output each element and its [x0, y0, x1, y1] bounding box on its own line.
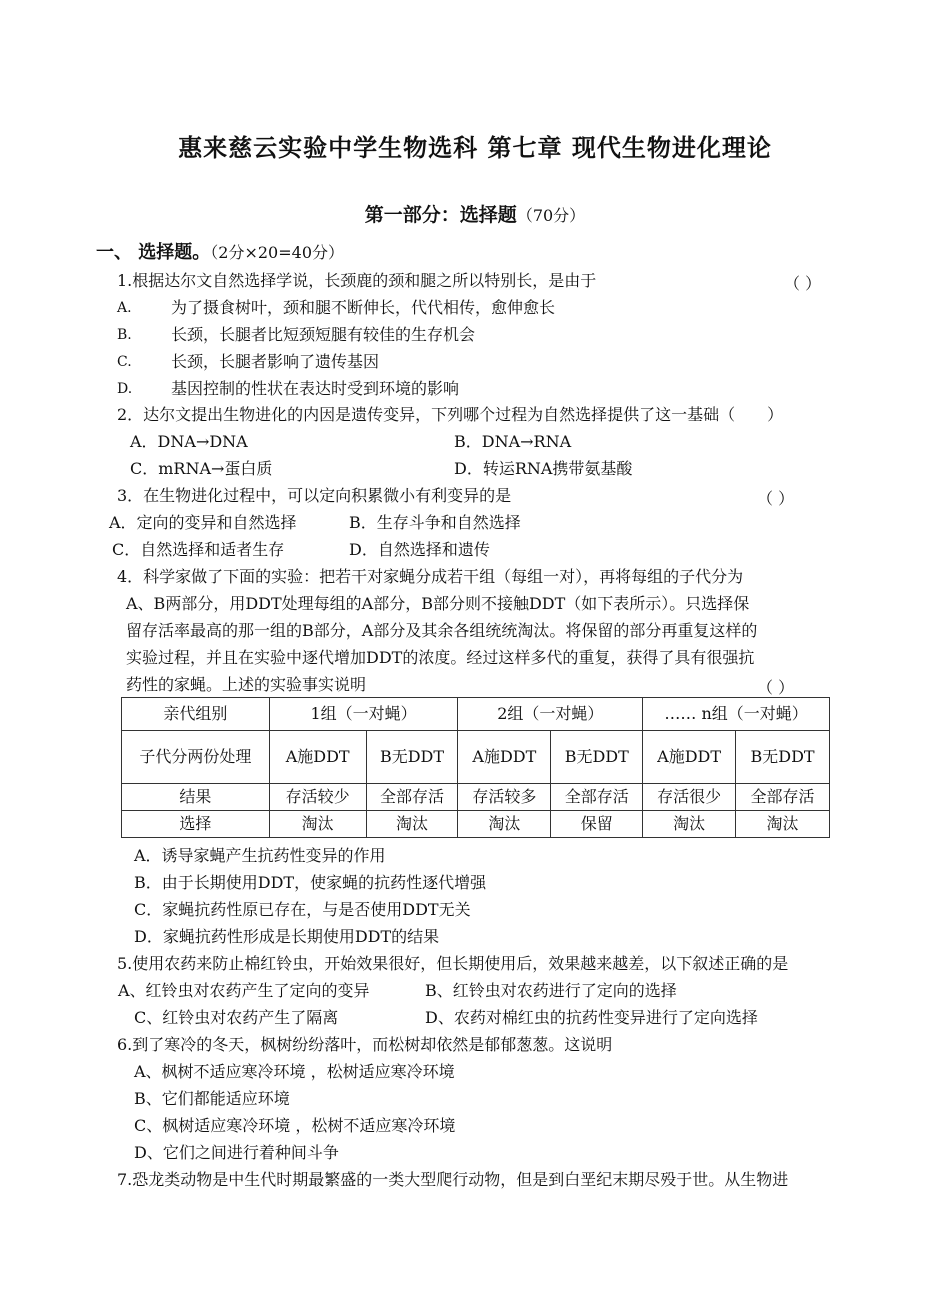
- table-cell: 淘汰: [458, 811, 551, 838]
- q4-option-c: C．家蝇抗药性原已存在，与是否使用DDT无关: [134, 900, 471, 919]
- q5-option-c: C、红铃虫对农药产生了隔离: [134, 1008, 339, 1027]
- q4-stem-line: 药性的家蝇。上述的实验事实说明: [126, 675, 367, 694]
- q1-stem: 1.根据达尔文自然选择学说，长颈鹿的颈和腿之所以特别长，是由于: [117, 271, 597, 290]
- q5-option-d: D、农药对棉红虫的抗药性变异进行了定向选择: [425, 1008, 758, 1027]
- q1-option-c: 长颈，长腿者影响了遗传基因: [171, 352, 380, 371]
- q2-option-b: B．DNA→RNA: [454, 432, 572, 451]
- q4-stem-line: 留存活率最高的那一组的B部分，A部分及其余各组统统淘汰。将保留的部分再重复这样的: [126, 621, 758, 640]
- table-row: [122, 811, 830, 838]
- table-cell: 全部存活: [736, 784, 830, 811]
- table-cell: 淘汰: [736, 811, 830, 838]
- section-heading: [96, 243, 344, 263]
- table-cell: 选择: [122, 811, 270, 838]
- q4-stem-line: 4．科学家做了下面的实验：把若干对家蝇分成若干组（每组一对），再将每组的子代分为: [117, 567, 744, 586]
- table-row: [122, 784, 830, 811]
- q1-option-letter: C.: [117, 354, 132, 370]
- q6-stem: 6.到了寒冷的冬天，枫树纷纷落叶，而松树却依然是郁郁葱葱。这说明: [117, 1035, 613, 1054]
- experiment-table: [121, 697, 830, 838]
- q6-option-b: B、它们都能适应环境: [134, 1089, 290, 1108]
- page-title: 惠来慈云实验中学生物选科 第七章 现代生物进化理论: [178, 133, 772, 162]
- table-cell: 淘汰: [643, 811, 736, 838]
- q3-answer-paren: （ ）: [757, 489, 795, 508]
- q1-option-a: 为了摄食树叶，颈和腿不断伸长，代代相传，愈伸愈长: [171, 298, 556, 317]
- table-cell: 淘汰: [366, 811, 458, 838]
- table-header-row: [122, 698, 830, 731]
- q3-stem: 3．在生物进化过程中，可以定向积累微小有利变异的是: [117, 486, 512, 505]
- q7-stem: 7.恐龙类动物是中生代时期最繁盛的一类大型爬行动物，但是到白垩纪末期尽殁于世。从生物进: [117, 1170, 789, 1189]
- q6-option-a: A、枫树不适应寒冷环境 ，松树适应寒冷环境: [134, 1062, 455, 1081]
- table-cell: 淘汰: [269, 811, 366, 838]
- q1-answer-paren: （ ）: [784, 274, 822, 293]
- table-cell: A施DDT: [643, 731, 736, 784]
- table-cell: 子代分两份处理: [122, 731, 270, 784]
- q5-stem: 5.使用农药来防止棉红铃虫，开始效果很好，但长期使用后，效果越来越差，以下叙述正确的是: [117, 954, 789, 973]
- table-cell: 2组（一对蝇）: [458, 698, 643, 731]
- table-row: [122, 731, 830, 784]
- q4-stem-line: A、B两部分，用DDT处理每组的A部分，B部分则不接触DDT（如下表所示）。只选择保: [126, 594, 750, 613]
- table-cell: 保留: [551, 811, 643, 838]
- q4-option-b: B．由于长期使用DDT，使家蝇的抗药性逐代增强: [134, 873, 487, 892]
- section-points: （2分×20=40分）: [210, 243, 344, 262]
- q3-option-b: B．生存斗争和自然选择: [349, 513, 521, 532]
- q5-option-b: B、红铃虫对农药进行了定向的选择: [425, 981, 677, 1000]
- table-cell: 存活较多: [458, 784, 551, 811]
- table-cell: 亲代组别: [122, 698, 270, 731]
- q6-option-d: D、它们之间进行着种间斗争: [134, 1143, 339, 1162]
- table-cell: 全部存活: [366, 784, 458, 811]
- part-points: （70分）: [516, 206, 586, 225]
- q1-option-b: 长颈，长腿者比短颈短腿有较佳的生存机会: [171, 325, 476, 344]
- table-cell: 存活较少: [269, 784, 366, 811]
- table-cell: A施DDT: [269, 731, 366, 784]
- q2-stem: 2．达尔文提出生物进化的内因是遗传变异，下列哪个过程为自然选择提供了这一基础（ ）: [117, 405, 784, 424]
- table-cell: A施DDT: [458, 731, 551, 784]
- table-cell: 1组（一对蝇）: [269, 698, 458, 731]
- q1-option-letter: B.: [117, 327, 132, 343]
- q4-answer-paren: （ ）: [757, 678, 795, 697]
- q3-option-d: D．自然选择和遗传: [349, 540, 490, 559]
- q4-stem-line: 实验过程，并且在实验中逐代增加DDT的浓度。经过这样多代的重复，获得了具有很强抗: [126, 648, 755, 667]
- table-cell: …… n组（一对蝇）: [643, 698, 830, 731]
- q1-option-d: 基因控制的性状在表达时受到环境的影响: [171, 379, 460, 398]
- part-heading: [0, 200, 950, 227]
- q4-option-d: D．家蝇抗药性形成是长期使用DDT的结果: [134, 927, 440, 946]
- q5-option-a: A、红铃虫对农药产生了定向的变异: [118, 981, 370, 1000]
- q2-option-d: D．转运RNA携带氨基酸: [454, 459, 633, 478]
- table-cell: B无DDT: [366, 731, 458, 784]
- q1-option-letter: A.: [117, 300, 132, 316]
- q4-option-a: A．诱导家蝇产生抗药性变异的作用: [134, 846, 386, 865]
- q1-option-letter: D.: [117, 381, 133, 397]
- table-cell: B无DDT: [736, 731, 830, 784]
- table-cell: 结果: [122, 784, 270, 811]
- table-cell: 全部存活: [551, 784, 643, 811]
- table-cell: B无DDT: [551, 731, 643, 784]
- part-label: 第一部分：选择题: [364, 204, 517, 226]
- q3-option-c: C．自然选择和适者生存: [112, 540, 285, 559]
- table-cell: 存活很少: [643, 784, 736, 811]
- q6-option-c: C、枫树适应寒冷环境 ，松树不适应寒冷环境: [134, 1116, 456, 1135]
- section-label: 一、 选择题。: [96, 242, 211, 263]
- q3-option-a: A．定向的变异和自然选择: [109, 513, 297, 532]
- q2-option-a: A．DNA→DNA: [130, 432, 248, 451]
- q2-option-c: C．mRNA→蛋白质: [130, 459, 273, 478]
